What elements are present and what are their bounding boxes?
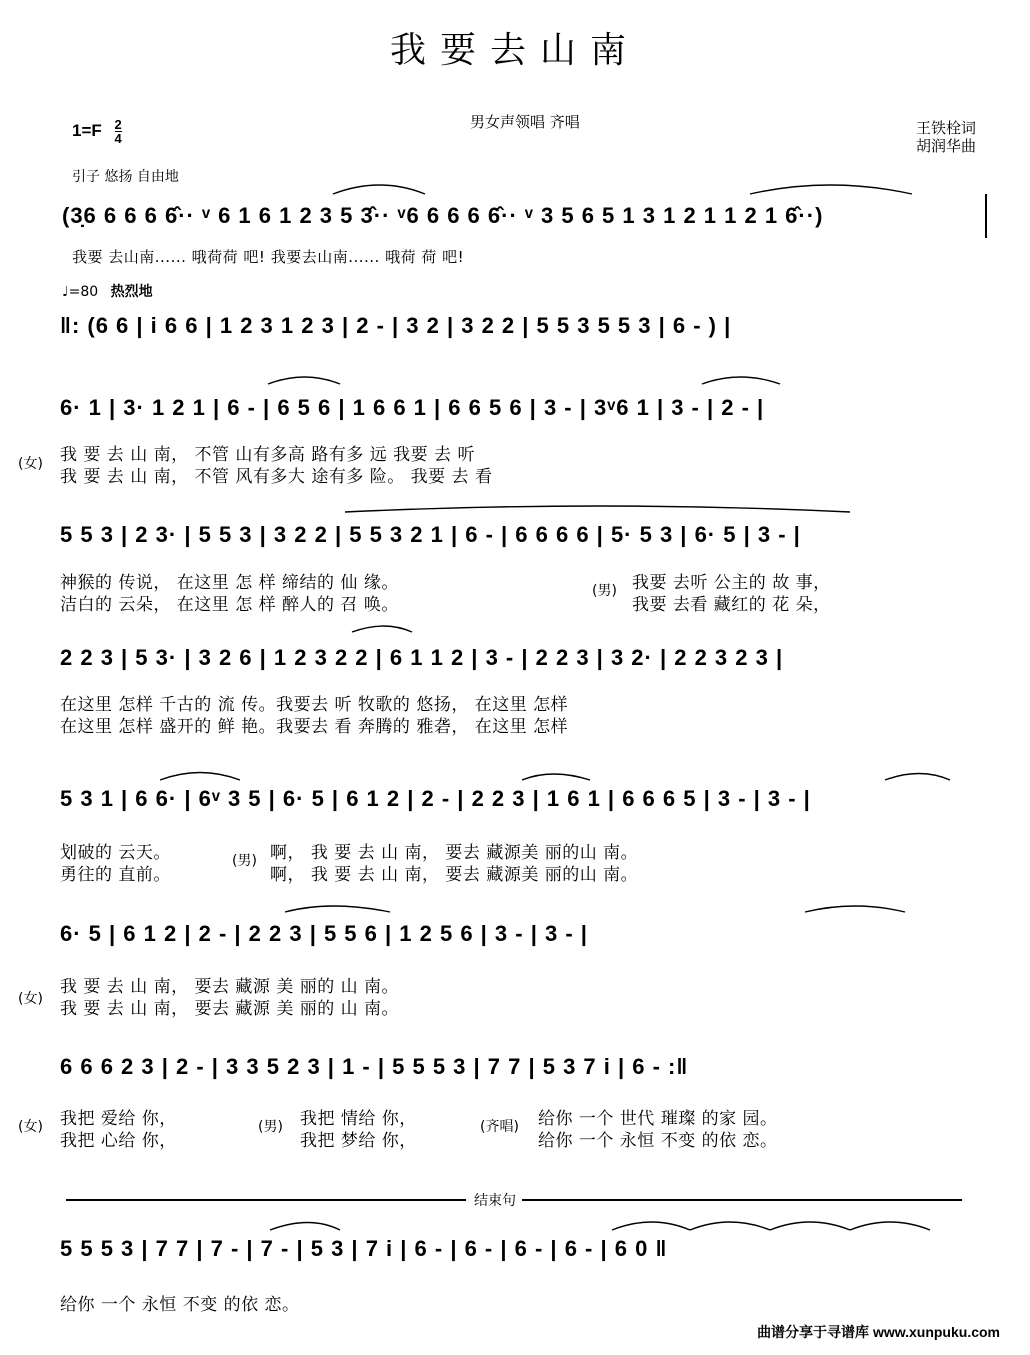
lyrics-verse4-tail1: 啊， 我 要 去 山 南， 要去 藏源美 丽的山 南。 <box>270 843 639 863</box>
key-signature <box>72 118 122 145</box>
intro-marking: 引子 悠扬 自由地 <box>72 169 179 185</box>
notes-verse1: 6· 1 | 3· 1 2 1 | 6 - | 6 5 6 | 1 6 6 1 | 6 6 5 6 | 3 - | 3ᵛ6 1 | 3 - | 2 - | <box>60 395 765 420</box>
singer-label-female-2: (女) <box>18 991 43 1007</box>
notes-intro: (3̣6 6 6 6 6̂·· ᵛ 6 1 6 1 2 3 5 3̂·· ᵛ6 6 6 6 6̂·· ᵛ 3 5 6 5 1 3 1 2 1 1 2 1 6̂··) <box>62 203 824 228</box>
lyrics-verse6-b3: 给你 一个 永恒 不变 的依 恋。 <box>538 1131 778 1151</box>
lyrics-verse2-tail1: 我要 去听 公主的 故 事， <box>632 573 831 593</box>
ending-bracket-left <box>66 1199 466 1201</box>
singer-label-male: (男) <box>592 583 617 599</box>
tempo-symbol: ♩=80 <box>62 284 99 300</box>
song-title: 我要去山南 <box>389 30 640 71</box>
notes-verse6: 6 6 6 2 3 | 2 - | 3 3 5 2 3 | 1 - | 5 5 5 3 | 7 7 | 5 3 7 i | 6 - :‖ <box>60 1054 689 1079</box>
lyrics-verse6-a3: 给你 一个 世代 璀璨 的家 园。 <box>538 1109 778 1129</box>
lyrics-verse6-b2: 我把 梦给 你， <box>300 1131 417 1151</box>
tempo-marking <box>62 281 153 301</box>
lyrics-verse4-line1: 划破的 云天。 <box>60 843 171 863</box>
performers: 男女声领唱 齐唱 <box>470 113 580 131</box>
lyrics-verse2-tail2: 我要 去看 藏红的 花 朵， <box>632 595 831 615</box>
time-signature <box>115 118 122 145</box>
time-sig-bottom: 4 <box>114 131 122 146</box>
key-label: 1=F <box>72 120 102 140</box>
singer-label-female-3: (女) <box>18 1119 43 1135</box>
lyrics-verse6-a1: 我把 爱给 你， <box>60 1109 177 1129</box>
singer-label-male-2: (男) <box>232 853 257 869</box>
lyrics-verse4-line2: 勇往的 直前。 <box>60 865 171 885</box>
notes-verse2: 5 5 3 | 2 3· | 5 5 3 | 3 2 2 | 5 5 3 2 1 | 6 - | 6 6 6 6 | 5· 5 3 | 6· 5 | 3 - | <box>60 522 801 547</box>
lyrics-verse3-line2: 在这里 怎样 盛开的 鲜 艳。我要去 看 奔腾的 雅砻， 在这里 怎样 <box>60 717 569 737</box>
time-sig-top: 2 <box>114 117 122 132</box>
lyrics-verse6-a2: 我把 情给 你， <box>300 1109 417 1129</box>
notes-verse5: 6· 5 | 6 1 2 | 2 - | 2 2 3 | 5 5 6 | 1 2 5 6 | 3 - | 3 - | <box>60 921 588 946</box>
lyrics-verse2-line2: 洁白的 云朵， 在这里 怎 样 醉人的 召 唤。 <box>60 595 399 615</box>
lyrics-verse4-tail2: 啊， 我 要 去 山 南， 要去 藏源美 丽的山 南。 <box>270 865 639 885</box>
composer: 胡润华曲 <box>916 137 977 155</box>
lyrics-verse3-line1: 在这里 怎样 千古的 流 传。我要去 听 牧歌的 悠扬， 在这里 怎样 <box>60 695 569 715</box>
ending-label: 结束句 <box>474 1193 516 1209</box>
lyricist: 王铁栓词 <box>916 119 977 137</box>
singer-label-chorus: (齐唱) <box>480 1119 519 1135</box>
tempo-expression: 热烈地 <box>110 284 153 300</box>
singer-label-male-3: (男) <box>258 1119 283 1135</box>
lyrics-verse2-line1: 神猴的 传说， 在这里 怎 样 缔结的 仙 缘。 <box>60 573 399 593</box>
notes-prelude: ‖: (6 6 | i 6 6 | 1 2 3 1 2 3 | 2 - | 3 2 | 3 2 2 | 5 5 3 5 5 3 | 6 - ) | <box>60 313 732 338</box>
lyrics-verse1-line2: 我 要 去 山 南， 不管 风有多大 途有多 险。 我要 去 看 <box>60 467 493 487</box>
footer-credit: 曲谱分享于寻谱库 www.xunpuku.com <box>757 1324 1000 1340</box>
lyrics-verse5-line1: 我 要 去 山 南， 要去 藏源 美 丽的 山 南。 <box>60 977 400 997</box>
lyrics-ending: 给你 一个 永恒 不变 的依 恋。 <box>60 1295 300 1315</box>
singer-label-female: (女) <box>18 456 43 472</box>
lyrics-intro: 我要 去山南...... 哦荷荷 吧! 我要去山南...... 哦荷 荷 吧! <box>72 248 465 266</box>
lyrics-verse6-b1: 我把 心给 你， <box>60 1131 177 1151</box>
ending-bracket-right <box>522 1199 962 1201</box>
notes-verse3: 2 2 3 | 5 3· | 3 2 6 | 1 2 3 2 2 | 6 1 1 2 | 3 - | 2 2 3 | 3 2· | 2 2 3 2 3 | <box>60 645 784 670</box>
barline <box>985 194 987 238</box>
lyrics-verse1-line1: 我 要 去 山 南， 不管 山有多高 路有多 远 我要 去 听 <box>60 445 475 465</box>
notes-ending: 5 5 5 3 | 7 7 | 7 - | 7 - | 5 3 | 7 i | 6 - | 6 - | 6 - | 6 - | 6 0 ‖ <box>60 1236 668 1261</box>
notes-verse4: 5 3 1 | 6 6· | 6ᵛ 3 5 | 6· 5 | 6 1 2 | 2 - | 2 2 3 | 1 6 1 | 6 6 6 5 | 3 - | 3 - | <box>60 786 811 811</box>
lyrics-verse5-line2: 我 要 去 山 南， 要去 藏源 美 丽的 山 南。 <box>60 999 400 1019</box>
